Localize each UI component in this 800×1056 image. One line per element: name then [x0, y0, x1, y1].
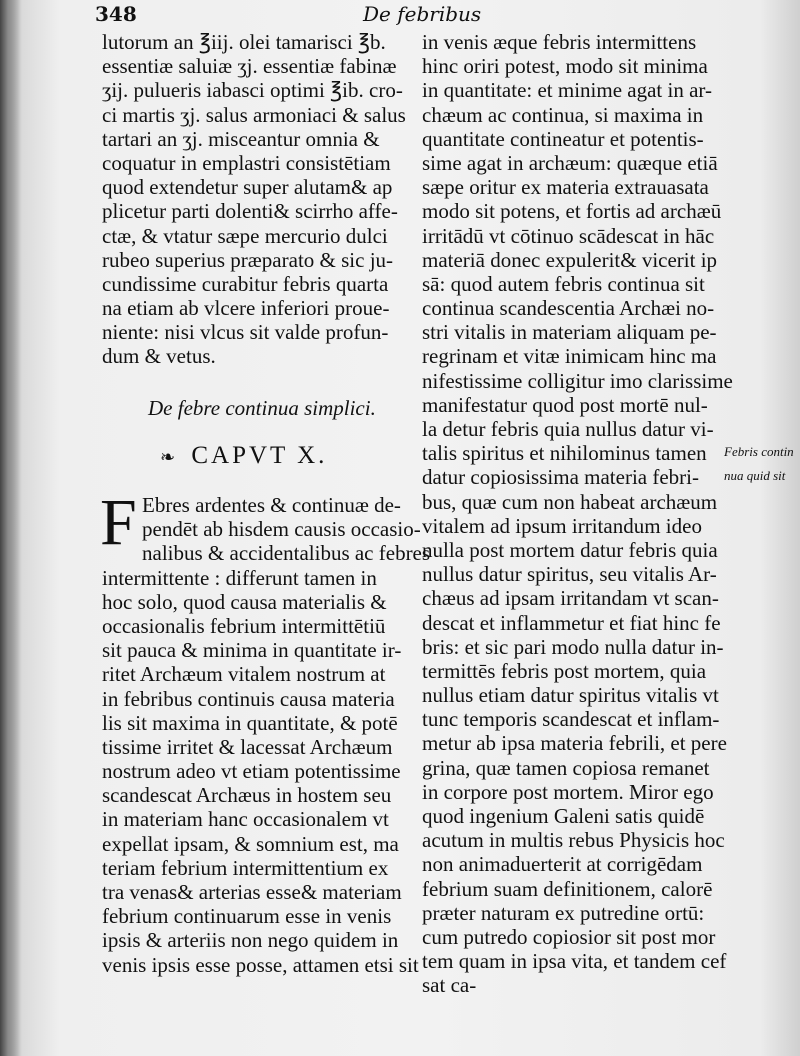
text-line: scandescat Archæus in hostem seu	[102, 783, 392, 808]
text-line: præter naturam ex putredine ortū:	[422, 900, 705, 925]
text-line: quod extendetur super alutam& ap	[102, 175, 393, 200]
text-line: in corpore post mortem. Miror ego	[422, 779, 714, 804]
text-line: talis spiritus et nihilominus tamen	[422, 441, 707, 466]
text-line: sæpe oritur ex materia extrauasata	[422, 175, 709, 200]
text-line: quantitate contineatur et potentis-	[422, 126, 704, 151]
text-line: occasionalis febrium intermittētiū	[102, 613, 386, 638]
chapter-heading	[160, 442, 327, 470]
text-line: ci martis ʒj. salus armoniaci & salus	[102, 102, 406, 127]
text-line: acutum in multis rebus Physicis hoc	[422, 828, 725, 853]
text-line: nulla post mortem datur febris quia	[422, 537, 718, 562]
text-line: tem quam in ipsa vita, et tandem cef	[422, 949, 727, 974]
text-line: Febris contin	[724, 444, 794, 459]
text-line: grina, quæ tamen copiosa remanet	[422, 755, 710, 780]
text-line: tartari an ʒj. misceantur omnia &	[102, 126, 380, 151]
text-line: na etiam ab vlcere inferiori proue-	[102, 296, 390, 321]
text-line: plicetur parti dolenti& scirrho affe-	[102, 199, 398, 224]
section-heading: De febre continua simplici.	[148, 396, 376, 420]
text-line: expellat ipsam, & somnium est, ma	[102, 831, 399, 856]
chapter-title: CAPVT X.	[191, 442, 328, 469]
text-line: bris: et sic pari modo nulla datur in-	[422, 634, 724, 659]
text-line: Ebres ardentes & continuæ de-	[142, 493, 401, 517]
page-number: 348	[95, 2, 137, 26]
text-line: nostrum adeo vt etiam potentissime	[102, 759, 401, 784]
text-line: venis ipsis esse posse, attamen etsi sit	[102, 952, 419, 977]
margin-note	[724, 444, 794, 492]
text-line: ipsis & arteriis non nego quidem in	[102, 928, 399, 953]
text-line: nullus etiam datur spiritus vitalis vt	[422, 683, 719, 708]
text-line: nua quid sit	[724, 468, 786, 484]
text-line: in quantitate: et minime agat in ar-	[422, 78, 712, 103]
text-line: irritādū vt cōtinuo scādescat in hāc	[422, 223, 715, 248]
text-line: chæus ad ipsam irritandam vt scan-	[422, 586, 719, 611]
running-title: De febribus	[363, 2, 482, 26]
text-line: tra venas& arterias esse& materiam	[102, 880, 402, 904]
text-line: modo sit potens, et fortis ad archæū	[422, 199, 722, 224]
text-line: manifestatur quod post mortē nul-	[422, 392, 708, 417]
right-column	[422, 30, 733, 998]
text-line: metur ab ipsa materia febrili, et pere	[422, 731, 727, 756]
text-line: ritet Archæum vitalem nostrum at	[102, 662, 386, 687]
text-line: tunc temporis scandescat et inflam-	[422, 707, 720, 732]
text-line: essentiæ saluiæ ʒj. essentiæ fabinæ	[102, 54, 397, 79]
text-line: nullus datur spiritus, seu vitalis Ar-	[422, 562, 717, 587]
text-line: pendēt ab hisdem causis occasio-	[142, 517, 421, 542]
text-line: lutorum an ℥iij. olei tamarisci ℥b.	[102, 30, 386, 54]
text-line: vitalem ad ipsum irritandum ideo	[422, 513, 702, 538]
text-line: sā: quod autem febris continua sit	[422, 271, 705, 296]
text-line: febrium continuarum esse in venis	[102, 904, 392, 929]
running-head	[95, 2, 745, 28]
text-line: quod ingenium Galeni satis quidē	[422, 804, 705, 828]
text-line: in venis æque febris intermittens	[422, 30, 697, 54]
text-line: lis sit maxima in quantitate, & potē	[102, 710, 398, 735]
text-line: chæum ac continua, si maxima in	[422, 102, 704, 127]
text-line: nalibus & accidentalibus ac febres	[142, 541, 431, 566]
text-line: sat ca-	[422, 973, 477, 998]
text-line: febrium suam definitionem, calorē	[422, 876, 713, 901]
text-line: tissime irritet & lacessat Archæum	[102, 734, 393, 759]
text-line: la detur febris quia nullus datur vi-	[422, 417, 714, 441]
text-line: coquatur in emplastri consistētiam	[102, 150, 391, 175]
text-line: non animaduerterit at corrigēdam	[422, 852, 703, 877]
text-line: teriam febrium intermittentium ex	[102, 855, 389, 880]
text-line: rubeo superius præparato & sic ju-	[102, 247, 394, 272]
text-line: in febribus continuis causa materia	[102, 686, 395, 711]
text-line: regrinam et vitæ inimicam hinc ma	[422, 344, 717, 369]
text-line: in materiam hanc occasionalem vt	[102, 807, 389, 832]
text-line: sit pauca & minima in quantitate ir-	[102, 638, 402, 663]
text-line: nifestissime colligitur imo clarissime	[422, 368, 733, 393]
binding-shadow	[0, 0, 22, 1056]
text-line: sime agat in archæum: quæque etiā	[422, 150, 718, 175]
text-line: cum putredo copiosior sit post mor	[422, 924, 716, 949]
text-line: intermittente : differunt tamen in	[102, 565, 377, 590]
text-line: continua scandescentia Archæi no-	[422, 296, 715, 321]
text-line: cundissime curabitur febris quarta	[102, 271, 389, 296]
text-line: descat et inflammetur et fiat hinc fe	[422, 610, 721, 635]
text-line: stri vitalis in materiam aliquam pe-	[422, 320, 717, 345]
text-line: ctæ, & vtatur sæpe mercurio dulci	[102, 223, 388, 248]
text-line: ʒij. pulueris iabasci optimi ℥ib. cro-	[102, 78, 403, 103]
chapter-ornament: ❧	[160, 447, 179, 467]
left-column-top	[102, 30, 406, 369]
left-column-bottom	[102, 493, 431, 977]
text-line: dum & vetus.	[102, 344, 216, 369]
text-line: termittēs febris post mortem, quia	[422, 658, 707, 683]
text-line: materiā donec expulerit& vicerit ip	[422, 247, 718, 272]
text-line: hoc solo, quod causa materialis &	[102, 589, 387, 614]
text-line: bus, quæ cum non habeat archæum	[422, 489, 718, 514]
text-line: niente: nisi vlcus sit valde profun-	[102, 320, 389, 345]
text-line: datur copiosissima materia febri-	[422, 465, 699, 490]
drop-cap: F	[100, 486, 137, 559]
text-line: hinc oriri potest, modo sit minima	[422, 54, 708, 79]
